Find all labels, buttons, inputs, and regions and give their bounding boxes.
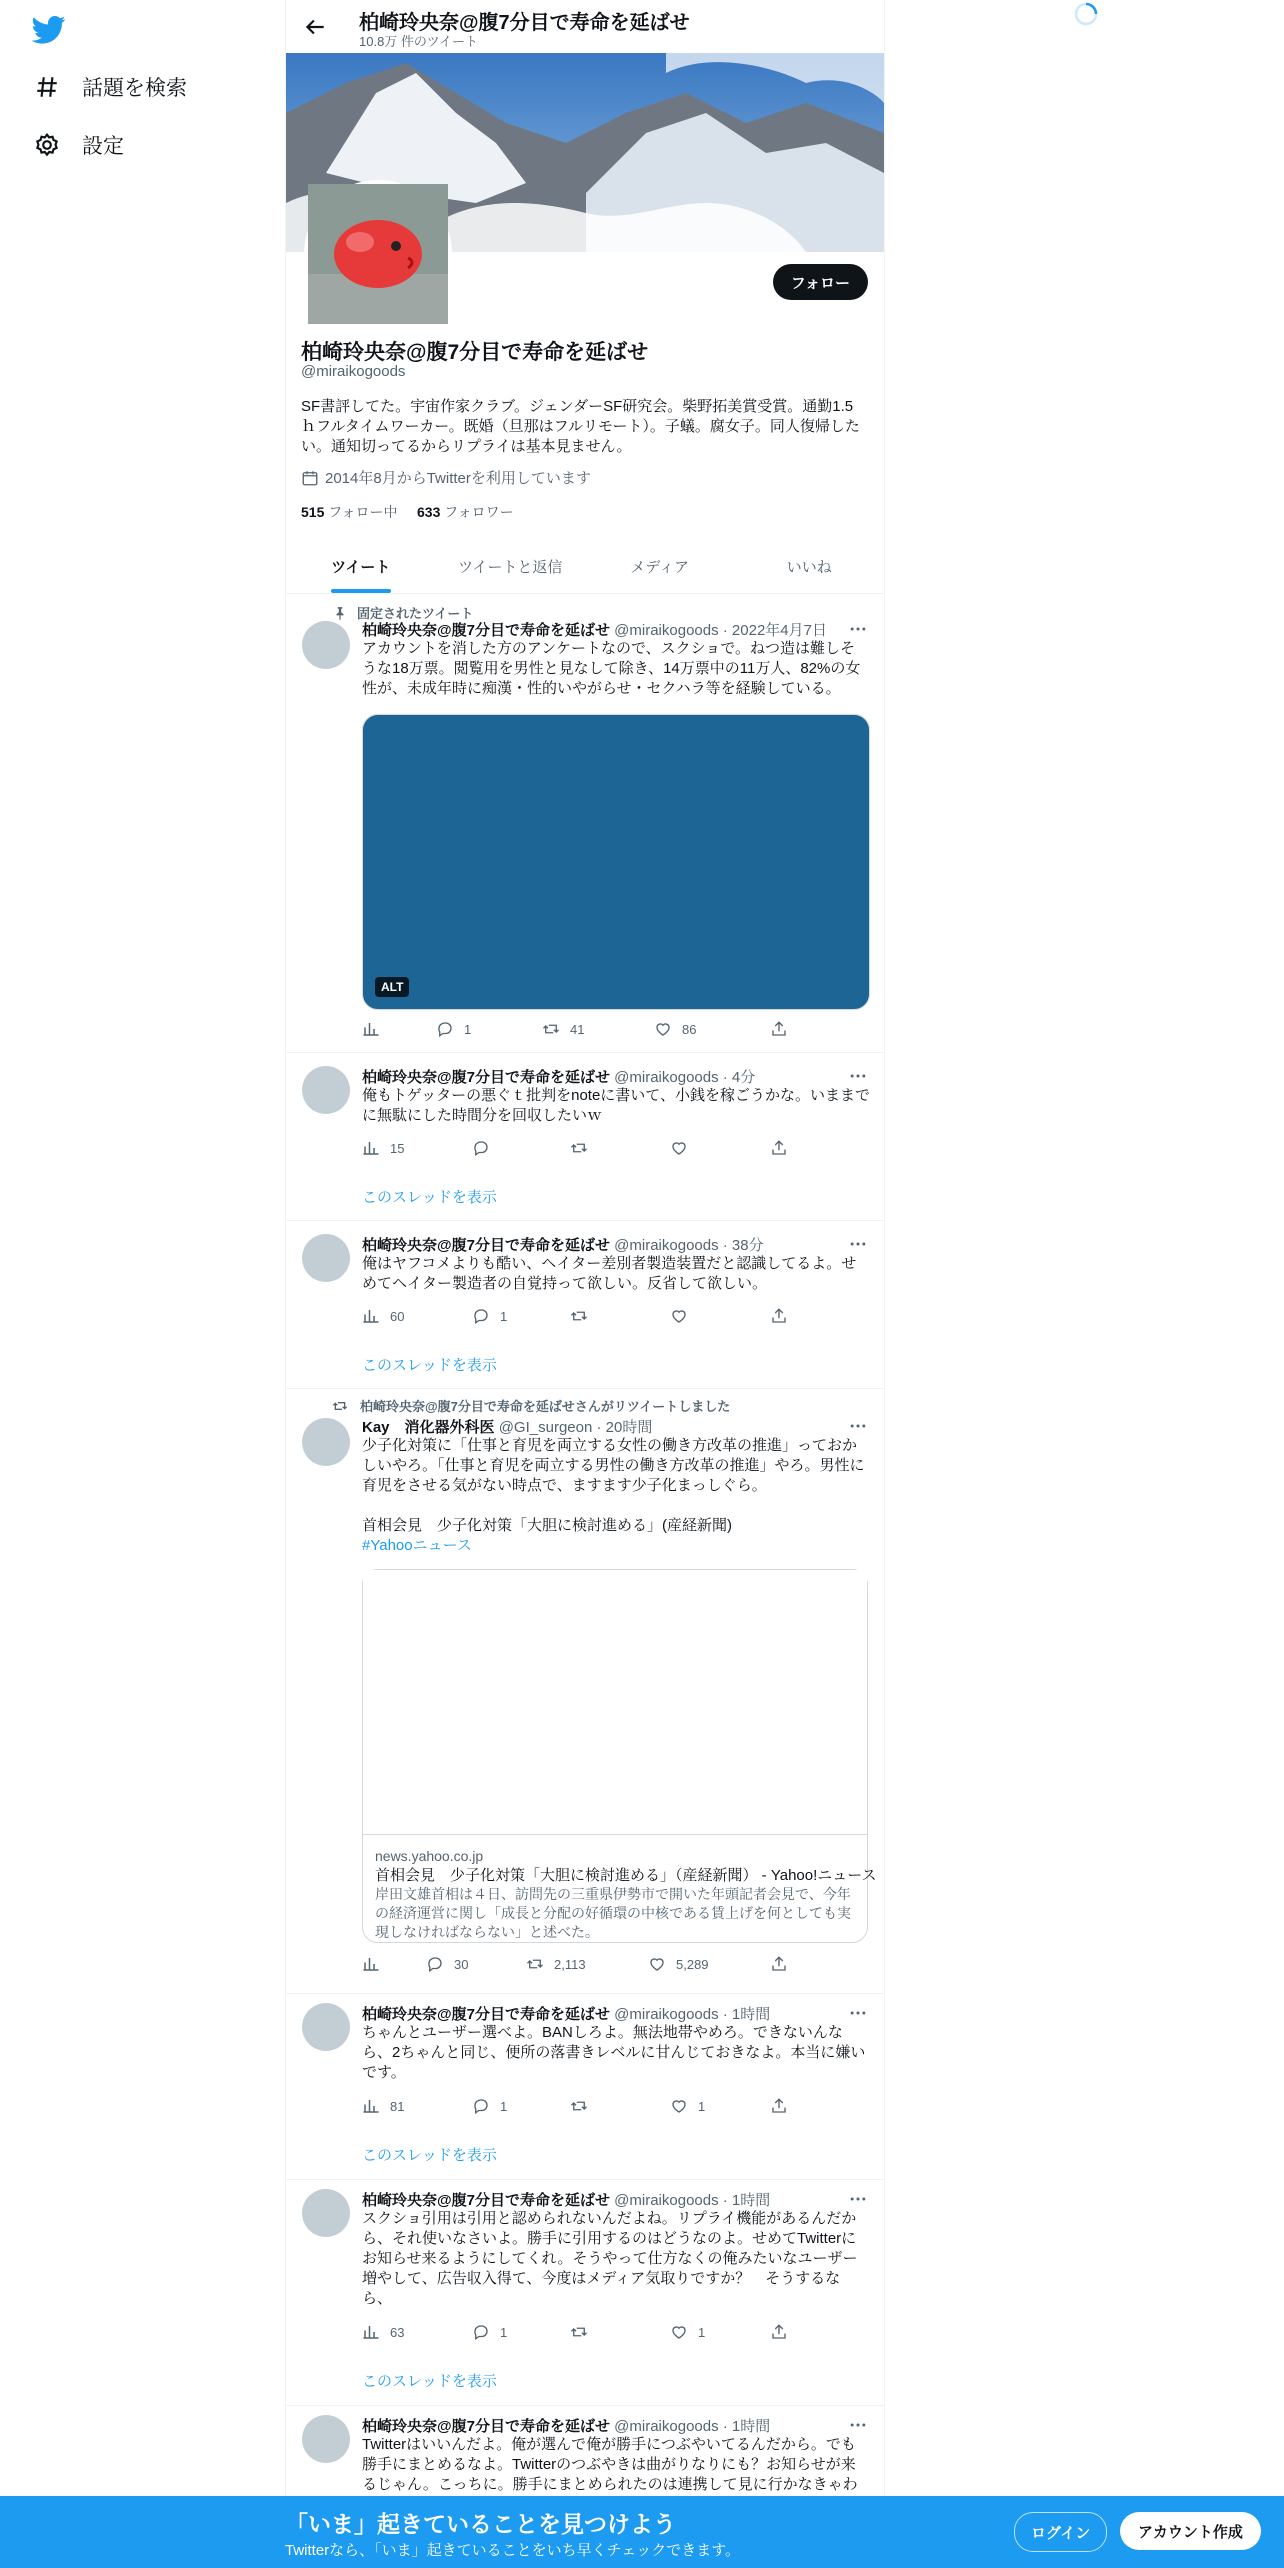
tweet-retweet[interactable] [286, 1388, 884, 1994]
back-arrow-icon[interactable] [302, 14, 328, 40]
show-thread-link[interactable]: このスレッドを表示 [362, 1357, 497, 1374]
tweet-text: 俺もトゲッターの悪ぐｔ批判をnoteに書いて、小銭を稼ごうかな。いままでに無駄にした時間分を回収したいｗ [362, 1087, 870, 1124]
views-action[interactable] [362, 1955, 380, 1973]
tweet-meta: @miraikogoods · 4分 [614, 1069, 756, 1086]
views-count: 81 [390, 2098, 405, 2114]
followers-count: 633 [417, 504, 441, 520]
analytics-icon [362, 1139, 380, 1157]
retweet-label-text[interactable]: 柏崎玲央奈@腹7分目で寿命を延ばせさんがリツイートしました [360, 1399, 731, 1414]
tweet-avatar[interactable] [302, 2189, 350, 2237]
tweet-media-image[interactable] [362, 714, 870, 1010]
like-count: 1 [698, 2324, 706, 2340]
tweet-header [362, 2003, 862, 2024]
tweet[interactable] [286, 1052, 884, 1221]
followers-label: フォロワー [444, 504, 514, 520]
tab-media[interactable]: メディア [630, 559, 690, 576]
pinned-text: 固定されたツイート [357, 606, 474, 621]
reply-count: 1 [500, 1308, 508, 1324]
tweet-author-name[interactable]: 柏崎玲央奈@腹7分目で寿命を延ばせ [362, 2006, 610, 2023]
retweet-label [332, 1396, 730, 1415]
main-column [285, 0, 885, 2568]
nav-settings-label: 設定 [82, 135, 124, 158]
profile-bio: SF書評してた。宇宙作家クラブ。ジェンダーSF研究会。柴野拓美賞受賞。通勤1.5ｈフルタイムワーカー。既婚（旦那はフルリモート）。子蟻。腐女子。同人復帰したい。通知切ってるからリプライは基本見ません。 [301, 398, 860, 455]
reply-action[interactable] [472, 1139, 490, 1157]
heart-icon [670, 1139, 688, 1157]
tweet-actions [362, 2323, 870, 2347]
nav-explore[interactable] [34, 72, 187, 102]
tweet-meta: @GI_surgeon · 20時間 [498, 1419, 653, 1436]
signup-banner-title: 「いま」起きていることを見つけよう [285, 2511, 676, 2537]
profile-handle: @miraikogoods [301, 363, 406, 380]
tweet-header [362, 619, 862, 640]
show-thread-link[interactable]: このスレッドを表示 [362, 1189, 497, 1206]
loading-spinner-icon [1074, 2, 1098, 26]
share-action[interactable] [770, 2097, 788, 2115]
analytics-icon [362, 1955, 380, 1973]
tweet-actions [362, 2097, 870, 2121]
reply-icon [472, 2097, 490, 2115]
retweet-action[interactable] [542, 1020, 584, 1038]
analytics-icon [362, 1307, 380, 1325]
heart-icon [670, 1307, 688, 1325]
tweet-text: 俺はヤフコメよりも酷い、ヘイター差別者製造装置だと認識してるよ。せめてヘイター製造者の自覚持って欲しい。反省して欲しい。 [362, 1255, 857, 1292]
tab-likes[interactable]: いいね [786, 559, 832, 576]
tweet-avatar[interactable] [302, 621, 350, 669]
retweet-action[interactable] [526, 1955, 586, 1973]
retweet-action[interactable] [570, 1307, 588, 1325]
nav-explore-label: 話題を検索 [82, 77, 187, 100]
tweet-actions [362, 1139, 870, 1163]
reply-icon [472, 2323, 490, 2341]
alt-badge[interactable]: ALT [375, 977, 409, 997]
show-thread-link[interactable]: このスレッドを表示 [362, 2147, 497, 2164]
reply-icon [426, 1955, 444, 1973]
like-count: 5,289 [676, 1956, 709, 1972]
pin-icon [333, 606, 347, 620]
tweet-header [362, 1416, 862, 1437]
signup-button[interactable]: アカウント作成 [1120, 2512, 1261, 2550]
tweet-header [362, 2189, 862, 2210]
retweet-icon [570, 1139, 588, 1157]
views-count: 15 [390, 1140, 405, 1156]
tweet-text-main: 少子化対策に「仕事と育児を両立する女性の働き方改革の推進」っておかしいやろ。「仕事と育児を両立する男性の働き方改革の推進」やろ。男性に育児をさせる気がない時点で、ますます少子化まっしぐら。 [362, 1437, 865, 1494]
tweet-header [362, 1234, 862, 1255]
tweet-author-name[interactable]: 柏崎玲央奈@腹7分目で寿命を延ばせ [362, 2192, 610, 2209]
views-action[interactable] [362, 2323, 404, 2341]
top-bar [286, 0, 884, 53]
tweet-actions [362, 1020, 870, 1044]
profile-tabs [286, 540, 884, 594]
tweet-text: スクショ引用は引用と認められないんだよね。リプライ機能があるんだから、それ使いなさいよ。勝手に引用するのはどうなのよ。せめてTwitterにお知らせ来るようにしてくれ。そうやって仕方なくの俺みたいなユーザー増やして、広告収入得て、今度はメディア気取りですか？ そうするなら、 [362, 2210, 858, 2307]
reply-action[interactable] [436, 1020, 471, 1038]
like-action[interactable] [670, 2323, 705, 2341]
retweet-icon [570, 2323, 588, 2341]
reply-count: 30 [454, 1956, 469, 1972]
link-card-title: 首相会見 少子化対策「大胆に検討進める」（産経新聞） - Yahoo!ニュース [375, 1867, 877, 1884]
tweet-avatar[interactable] [302, 1066, 350, 1114]
gear-icon [34, 132, 60, 158]
reply-icon [436, 1020, 454, 1038]
retweet-action[interactable] [570, 1139, 588, 1157]
reply-count: 1 [500, 2098, 508, 2114]
reply-icon [472, 1307, 490, 1325]
tweet-header [362, 1066, 862, 1087]
heart-icon [654, 1020, 672, 1038]
link-card-body [363, 1835, 877, 1940]
share-action[interactable] [770, 1139, 788, 1157]
retweet-icon [526, 1955, 544, 1973]
link-card-description: 岸田文雄首相は４日、訪問先の三重県伊勢市で開いた年頭記者会見で、今年の経済運営に関し「成長と分配の好循環の中核である賃上げを何としても実現しなければならない」と述べた。 [375, 1886, 851, 1940]
tweet-author-name[interactable]: 柏崎玲央奈@腹7分目で寿命を延ばせ [362, 2418, 610, 2435]
tweet-actions [362, 1955, 870, 1979]
share-icon [770, 1020, 788, 1038]
followers-link[interactable] [417, 504, 514, 520]
profile-name: 柏崎玲央奈@腹7分目で寿命を延ばせ [301, 341, 649, 364]
tweet-meta: @miraikogoods · 1時間 [614, 2006, 771, 2023]
share-action[interactable] [770, 2323, 788, 2341]
like-action[interactable] [670, 1307, 688, 1325]
share-icon [770, 1307, 788, 1325]
reply-action[interactable] [472, 2097, 507, 2115]
share-action[interactable] [770, 1307, 788, 1325]
show-thread-link[interactable]: このスレッドを表示 [362, 2373, 497, 2390]
reply-action[interactable] [472, 1307, 507, 1325]
views-action[interactable] [362, 2097, 404, 2115]
retweet-icon [332, 1398, 348, 1414]
more-icon[interactable] [848, 2189, 868, 2209]
retweet-count: 41 [570, 1021, 585, 1037]
like-action[interactable] [670, 2097, 705, 2115]
reply-count: 1 [500, 2324, 508, 2340]
reply-count: 1 [464, 1021, 472, 1037]
retweet-icon [542, 1020, 560, 1038]
share-icon [770, 1955, 788, 1973]
more-icon[interactable] [848, 2415, 868, 2435]
tab-tweets[interactable]: ツイート [286, 540, 436, 593]
tweet-meta: @miraikogoods · 1時間 [614, 2418, 771, 2435]
like-action[interactable] [648, 1955, 709, 1973]
tweet-pinned[interactable] [286, 593, 884, 1053]
retweet-icon [570, 1307, 588, 1325]
tweet-avatar[interactable] [302, 2415, 350, 2463]
header-tweet-count: 10.8万 件のツイート [359, 34, 479, 49]
tweet-author-name[interactable]: 柏崎玲央奈@腹7分目で寿命を延ばせ [362, 1069, 610, 1086]
profile-join-date [301, 467, 591, 488]
more-icon[interactable] [848, 1066, 868, 1086]
tweet-text: ちゃんとユーザー選べよ。BANしろよ。無法地帯やめろ。できないんなら、2ちゃんと同じ、便所の落書きレベルに甘んじておきなよ。本当に嫌いです。 [362, 2024, 866, 2081]
reply-action[interactable] [472, 2323, 507, 2341]
tweet-header [362, 2415, 862, 2436]
views-count: 63 [390, 2324, 405, 2340]
hashtag-icon [34, 74, 60, 100]
tweet-meta: @miraikogoods · 1時間 [614, 2192, 771, 2209]
tweet-meta: @miraikogoods · 2022年4月7日 [614, 622, 827, 639]
more-icon[interactable] [848, 619, 868, 639]
analytics-icon [362, 1020, 380, 1038]
following-label: フォロー中 [328, 504, 398, 520]
reply-icon [472, 1139, 490, 1157]
reply-action[interactable] [426, 1955, 468, 1973]
retweet-action[interactable] [570, 2323, 588, 2341]
tweet-author-name[interactable]: 柏崎玲央奈@腹7分目で寿命を延ばせ [362, 1237, 610, 1254]
more-icon[interactable] [848, 1234, 868, 1254]
following-count: 515 [301, 504, 325, 520]
tweet-meta: @miraikogoods · 38分 [614, 1237, 764, 1254]
share-icon [770, 2323, 788, 2341]
views-count: 60 [390, 1308, 405, 1324]
like-count: 86 [682, 1021, 697, 1037]
retweet-count: 2,113 [554, 1956, 586, 1972]
tweet-avatar[interactable] [302, 1418, 350, 1466]
profile-avatar[interactable] [304, 180, 452, 328]
like-count: 1 [698, 2098, 706, 2114]
tweet-text-headline: 首相会見 少子化対策「大胆に検討進める」(産経新聞) [362, 1517, 732, 1534]
tweet-author-name[interactable]: 柏崎玲央奈@腹7分目で寿命を延ばせ [362, 622, 610, 639]
tab-tweets-and-replies[interactable]: ツイートと返信 [458, 559, 563, 576]
analytics-icon [362, 2097, 380, 2115]
like-action[interactable] [654, 1020, 696, 1038]
profile-join-text: 2014年8月からTwitterを利用しています [325, 470, 591, 487]
signup-banner-subtitle: Twitterなら、「いま」起きていることをいち早くチェックできます。 [285, 2542, 741, 2559]
share-icon [770, 2097, 788, 2115]
following-link[interactable] [301, 504, 398, 520]
tweet-text [362, 1436, 870, 1556]
views-action[interactable] [362, 1307, 404, 1325]
share-action[interactable] [770, 1020, 788, 1038]
twitter-bird-icon[interactable] [32, 12, 66, 46]
tweet-author-name[interactable]: Kay 消化器外科医 [362, 1419, 495, 1436]
heart-icon [670, 2323, 688, 2341]
profile-follow-stats [301, 502, 514, 522]
heart-icon [670, 2097, 688, 2115]
signup-banner [0, 2496, 1284, 2568]
header-title: 柏崎玲央奈@腹7分目で寿命を延ばせ [359, 12, 690, 34]
tweet-actions [362, 1307, 870, 1331]
nav-settings[interactable] [34, 130, 124, 160]
tweet-avatar[interactable] [302, 1234, 350, 1282]
tweet[interactable] [286, 2179, 884, 2406]
follow-button[interactable]: フォロー [773, 264, 868, 300]
more-icon[interactable] [848, 2003, 868, 2023]
tweet-text: アカウントを消した方のアンケートなので、スクショで。ねつ造は難しそうな18万票。閲覧用を男性と見なして除き、14万票中の11万人、82%の女性が、未成年時に痴漢・性的いやがらせ・セクハラ等を経験している。 [362, 640, 861, 697]
tweet[interactable] [286, 1220, 884, 1389]
link-card-domain: news.yahoo.co.jp [375, 1848, 484, 1864]
retweet-icon [570, 2097, 588, 2115]
link-card-image [363, 1570, 867, 1835]
share-icon [770, 1139, 788, 1157]
views-action[interactable] [362, 1020, 380, 1038]
link-card[interactable] [362, 1569, 877, 1943]
share-action[interactable] [770, 1955, 788, 1973]
login-button[interactable]: ログイン [1014, 2512, 1107, 2552]
heart-icon [648, 1955, 666, 1973]
tweet-avatar[interactable] [302, 2003, 350, 2051]
calendar-icon [301, 469, 319, 487]
like-action[interactable] [670, 1139, 688, 1157]
tweet-text: Twitterはいいんだよ。俺が選んで俺が勝手につぶやいてるんだから。でも勝手にまとめるなよ。Twitterのつぶやきは曲がりなりにも？お知らせが来るじゃん。こっちに。勝手にまとめられたのは連携して見に行かなきゃわ [362, 2436, 858, 2493]
more-icon[interactable] [848, 1416, 868, 1436]
tweet[interactable] [286, 1993, 884, 2180]
retweet-action[interactable] [570, 2097, 588, 2115]
hashtag-link[interactable]: #Yahooニュース [362, 1537, 472, 1554]
analytics-icon [362, 2323, 380, 2341]
views-action[interactable] [362, 1139, 404, 1157]
